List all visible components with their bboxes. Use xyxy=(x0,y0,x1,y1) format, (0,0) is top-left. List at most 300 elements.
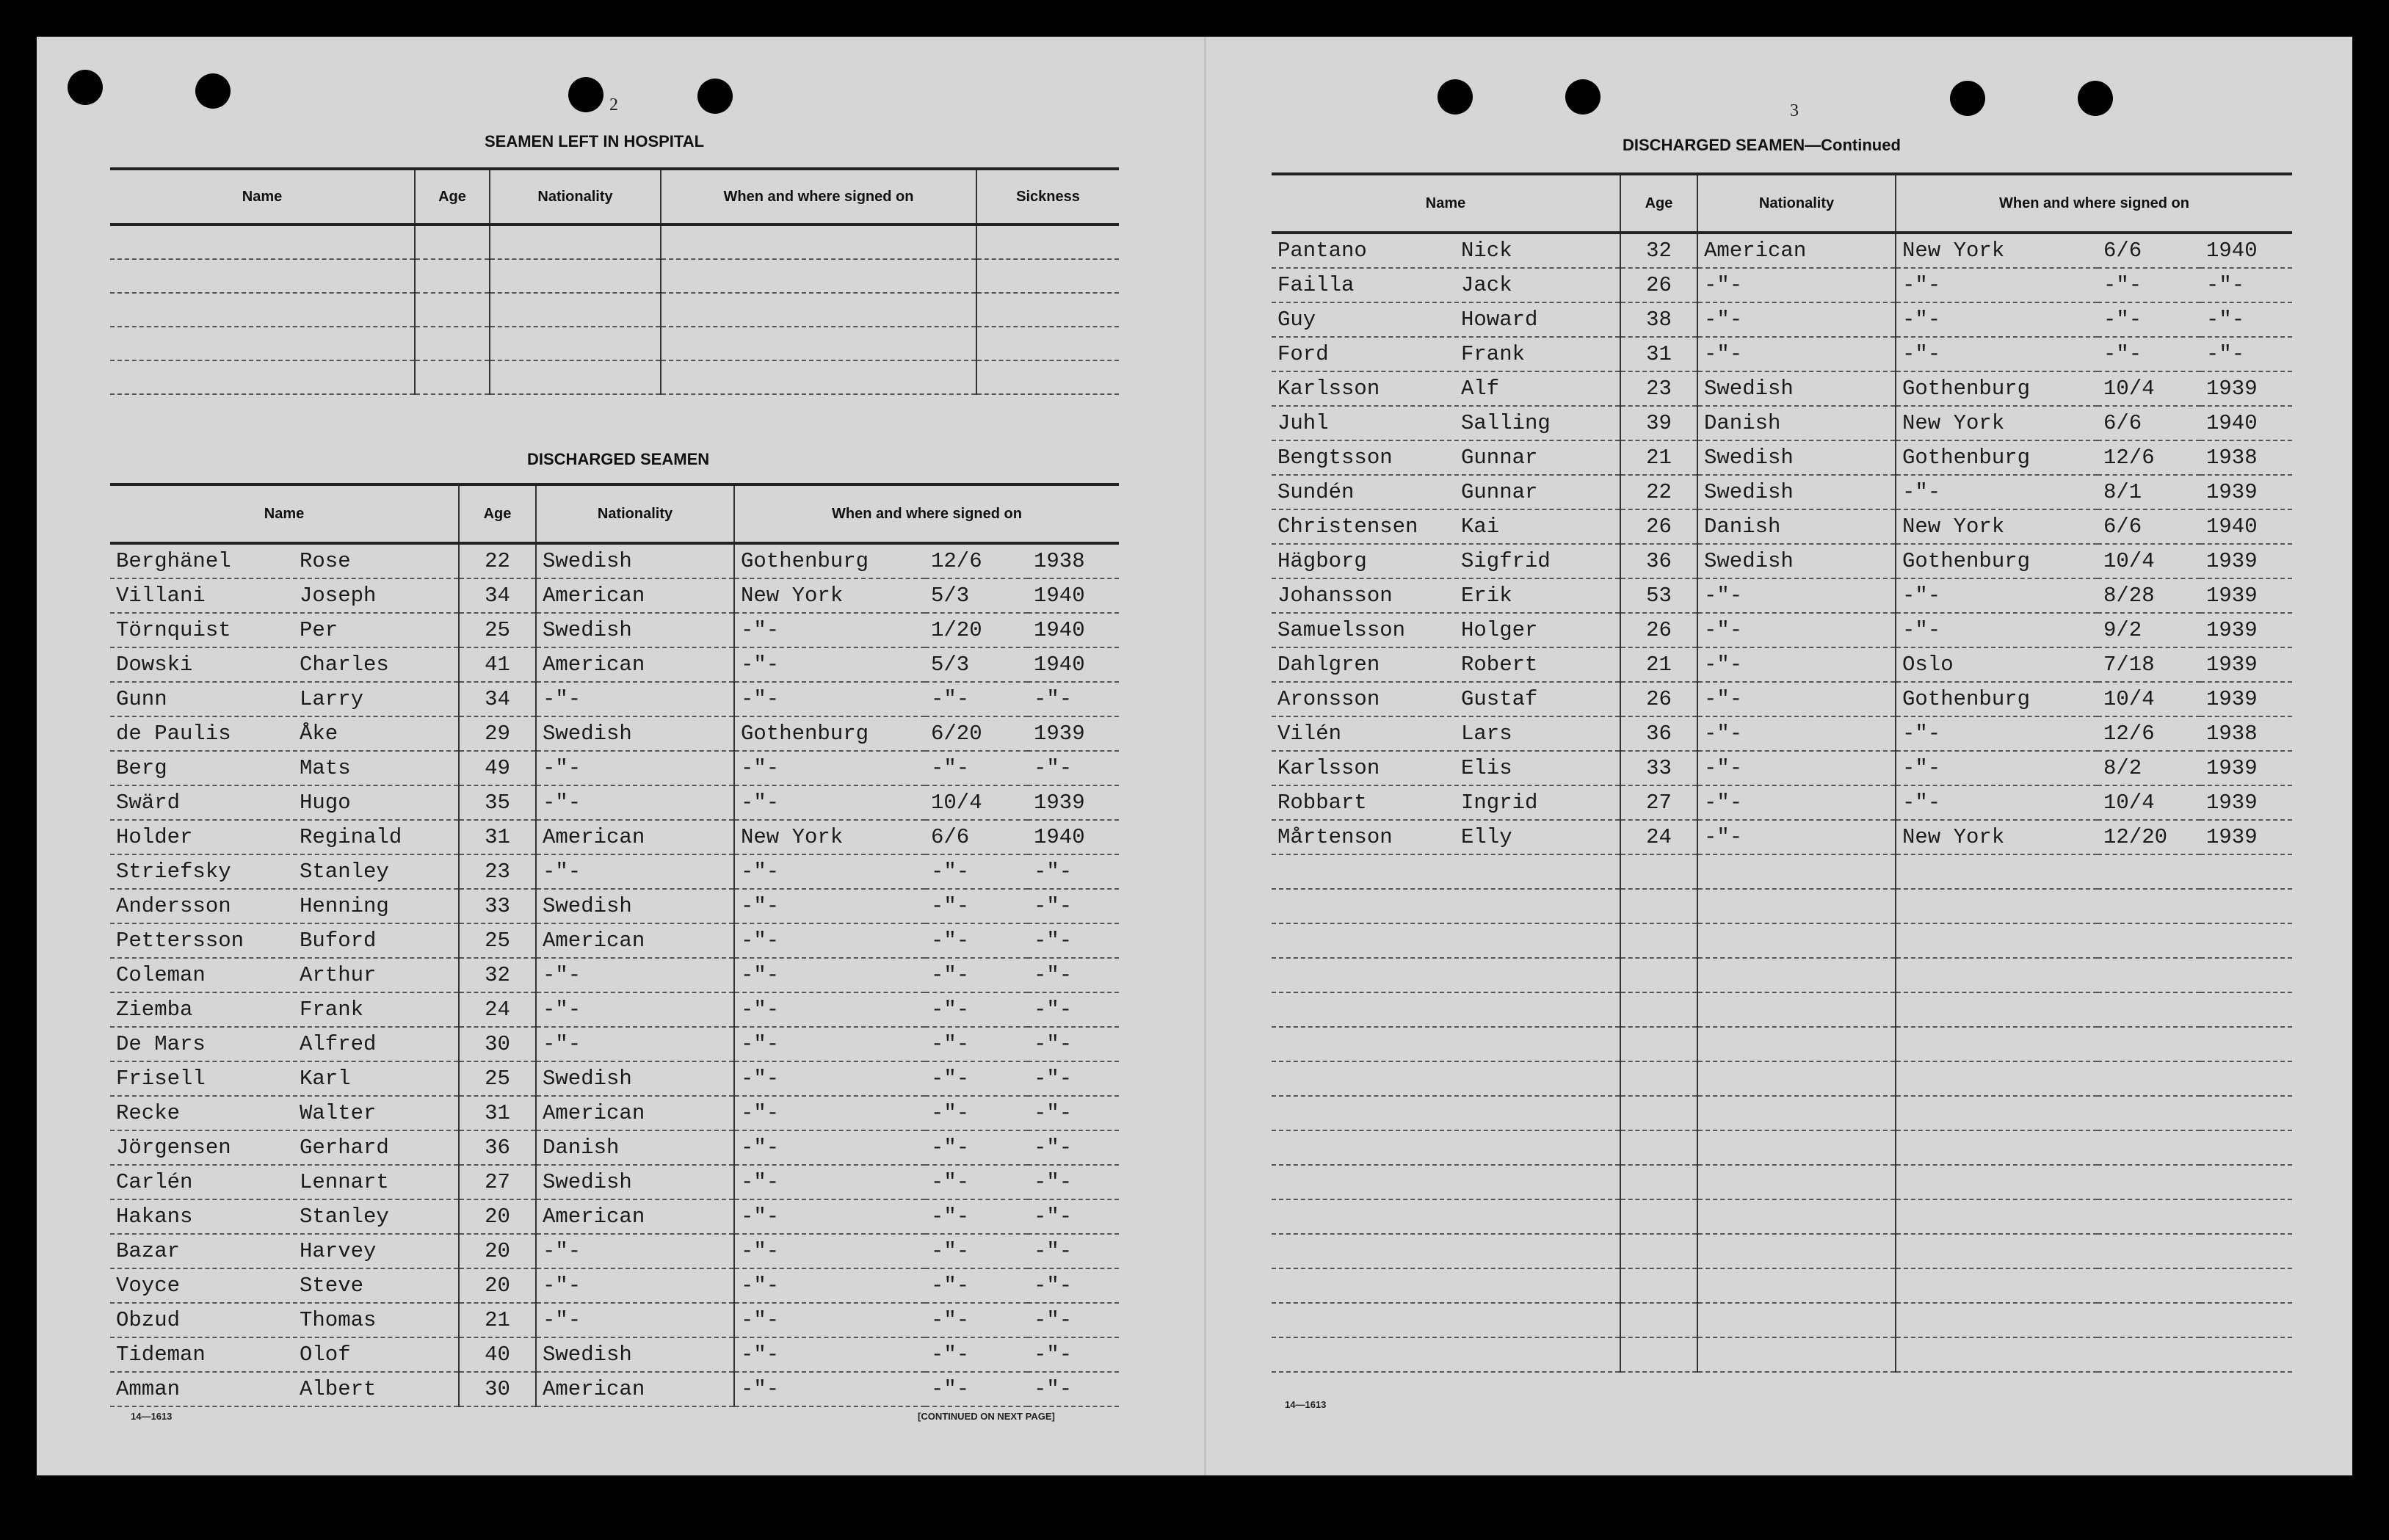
seaman-name xyxy=(110,958,459,992)
punch-hole xyxy=(1565,79,1600,115)
first-name: Gerhard xyxy=(300,1136,389,1160)
signed-on-year: 1938 xyxy=(2200,716,2292,751)
seaman-age: 41 xyxy=(459,647,536,682)
signed-on-year: 1940 xyxy=(1028,613,1119,647)
seaman-age: 22 xyxy=(459,543,536,578)
discharged-header-name: Name xyxy=(110,484,459,543)
seaman-nationality: Swedish xyxy=(536,1165,734,1199)
signed-on-place: New York xyxy=(1896,233,2098,268)
first-name: Stanley xyxy=(300,860,389,884)
first-name: Holger xyxy=(1461,618,1538,642)
seaman-nationality: Danish xyxy=(536,1130,734,1165)
signed-on-date xyxy=(2098,923,2200,958)
signed-on-place: -"- xyxy=(734,1165,925,1199)
signed-on-year: -"- xyxy=(1028,682,1119,716)
last-name: Frisell xyxy=(116,1067,206,1091)
signed-on-year: -"- xyxy=(1028,1234,1119,1268)
seaman-name xyxy=(1272,1130,1620,1165)
table-row xyxy=(1272,923,2292,958)
seaman-name xyxy=(110,1372,459,1406)
signed-on-place: Gothenburg xyxy=(1896,371,2098,406)
signed-on-year: -"- xyxy=(1028,1130,1119,1165)
seaman-name xyxy=(110,543,459,578)
seaman-age: 25 xyxy=(459,613,536,647)
hospital-header-name: Name xyxy=(110,169,415,225)
signed-on-date: -"- xyxy=(925,1027,1028,1061)
signed-on-place: -"- xyxy=(734,1061,925,1096)
signed-on-year: -"- xyxy=(1028,992,1119,1027)
signed-on-place: -"- xyxy=(734,1096,925,1130)
signed-on-year: -"- xyxy=(1028,854,1119,889)
signed-on-place: Gothenburg xyxy=(1896,440,2098,475)
seaman-name xyxy=(110,1303,459,1337)
seaman-age xyxy=(1620,1061,1697,1096)
table-row xyxy=(1272,371,2292,406)
table-row xyxy=(1272,1268,2292,1303)
signed-on-year xyxy=(2200,1199,2292,1234)
last-name: Ford xyxy=(1277,342,1329,366)
seaman-age xyxy=(1620,923,1697,958)
discharged-continued-table xyxy=(1272,172,2292,1373)
seaman-name xyxy=(110,854,459,889)
seaman-name xyxy=(110,1199,459,1234)
table-row xyxy=(110,785,1119,820)
seaman-nationality: American xyxy=(536,647,734,682)
signed-on-date: 10/4 xyxy=(2098,371,2200,406)
last-name: Coleman xyxy=(116,963,206,987)
last-name: Sundén xyxy=(1277,480,1355,504)
table-row xyxy=(1272,716,2292,751)
last-name: Gunn xyxy=(116,687,167,711)
first-name: Elis xyxy=(1461,756,1512,780)
signed-on-date xyxy=(2098,992,2200,1027)
first-name: Charles xyxy=(300,653,389,677)
signed-on-date: 1/20 xyxy=(925,613,1028,647)
signed-on-place xyxy=(1896,1130,2098,1165)
table-row xyxy=(110,1199,1119,1234)
seaman-name xyxy=(110,992,459,1027)
discharged-header-age: Age xyxy=(459,484,536,543)
signed-on-year: 1939 xyxy=(2200,544,2292,578)
table-row xyxy=(110,1337,1119,1372)
table-row xyxy=(110,578,1119,613)
table-row xyxy=(1272,889,2292,923)
signed-on-place: -"- xyxy=(734,1337,925,1372)
last-name: Ziemba xyxy=(116,998,193,1022)
seaman-nationality: Swedish xyxy=(1697,475,1896,509)
signed-on-date: 8/28 xyxy=(2098,578,2200,613)
seaman-name xyxy=(110,1027,459,1061)
first-name: Howard xyxy=(1461,308,1538,332)
hospital-cell xyxy=(976,293,1119,327)
signed-on-date: -"- xyxy=(925,1130,1028,1165)
seaman-name xyxy=(110,785,459,820)
first-name: Olof xyxy=(300,1343,351,1367)
signed-on-place: -"- xyxy=(734,1234,925,1268)
last-name: Hägborg xyxy=(1277,549,1367,573)
table-row xyxy=(1272,1337,2292,1372)
first-name: Stanley xyxy=(300,1205,389,1229)
signed-on-place: -"- xyxy=(734,647,925,682)
first-name: Frank xyxy=(1461,342,1526,366)
signed-on-year: 1939 xyxy=(2200,820,2292,854)
seaman-nationality: Swedish xyxy=(1697,544,1896,578)
seaman-age xyxy=(1620,1268,1697,1303)
discharged-continued-title xyxy=(1623,136,1901,155)
seaman-name xyxy=(110,613,459,647)
last-name: Berg xyxy=(116,756,167,780)
table-row xyxy=(1272,1165,2292,1199)
seaman-nationality: Danish xyxy=(1697,509,1896,544)
seaman-age: 49 xyxy=(459,751,536,785)
signed-on-year: -"- xyxy=(2200,337,2292,371)
signed-on-year: 1938 xyxy=(2200,440,2292,475)
signed-on-place: -"- xyxy=(1896,716,2098,751)
signed-on-date: -"- xyxy=(925,1061,1028,1096)
table-row xyxy=(1272,1303,2292,1337)
signed-on-year xyxy=(2200,1303,2292,1337)
form-number: 14—1613 xyxy=(1285,1399,1327,1410)
signed-on-place: New York xyxy=(1896,406,2098,440)
signed-on-date: 10/4 xyxy=(925,785,1028,820)
page-number: 2 xyxy=(609,95,618,115)
table-row xyxy=(110,1268,1119,1303)
signed-on-year: 1940 xyxy=(2200,233,2292,268)
discharged-section-title: DISCHARGED SEAMEN xyxy=(527,450,710,468)
seaman-age: 22 xyxy=(1620,475,1697,509)
seaman-name xyxy=(1272,716,1620,751)
last-name: De Mars xyxy=(116,1032,206,1056)
hospital-cell xyxy=(661,293,976,327)
seaman-nationality: -"- xyxy=(1697,337,1896,371)
signed-on-year: 1939 xyxy=(2200,371,2292,406)
signed-on-date: 6/6 xyxy=(925,820,1028,854)
signed-on-date: 5/3 xyxy=(925,578,1028,613)
seaman-nationality: American xyxy=(536,578,734,613)
signed-on-place xyxy=(1896,923,2098,958)
seaman-age: 26 xyxy=(1620,509,1697,544)
signed-on-date: -"- xyxy=(925,854,1028,889)
seaman-age: 24 xyxy=(459,992,536,1027)
signed-on-date: 12/20 xyxy=(2098,820,2200,854)
signed-on-place xyxy=(1896,1303,2098,1337)
seaman-nationality xyxy=(1697,854,1896,889)
signed-on-place: -"- xyxy=(734,958,925,992)
signed-on-place xyxy=(1896,1337,2098,1372)
seaman-name xyxy=(1272,406,1620,440)
last-name: Pantano xyxy=(1277,239,1367,263)
table-row xyxy=(110,647,1119,682)
seaman-nationality: Swedish xyxy=(1697,371,1896,406)
signed-on-place: -"- xyxy=(1896,785,2098,820)
seaman-nationality: American xyxy=(536,1199,734,1234)
seaman-name xyxy=(110,1268,459,1303)
seaman-nationality: -"- xyxy=(1697,578,1896,613)
signed-on-place: -"- xyxy=(734,923,925,958)
first-name: Joseph xyxy=(300,584,377,608)
signed-on-year xyxy=(2200,854,2292,889)
signed-on-date: -"- xyxy=(925,1268,1028,1303)
signed-on-place: -"- xyxy=(1896,751,2098,785)
first-name: Albert xyxy=(300,1377,377,1401)
seaman-name xyxy=(110,751,459,785)
signed-on-year: 1939 xyxy=(1028,785,1119,820)
seaman-age: 21 xyxy=(459,1303,536,1337)
signed-on-date: 12/6 xyxy=(925,543,1028,578)
signed-on-date: -"- xyxy=(925,751,1028,785)
first-name: Jack xyxy=(1461,273,1512,297)
first-name: Harvey xyxy=(300,1239,377,1263)
signed-on-place xyxy=(1896,1199,2098,1234)
signed-on-year: 1939 xyxy=(2200,785,2292,820)
signed-on-date xyxy=(2098,854,2200,889)
seaman-age: 34 xyxy=(459,682,536,716)
signed-on-place: New York xyxy=(1896,820,2098,854)
signed-on-place: -"- xyxy=(734,1303,925,1337)
last-name: Pettersson xyxy=(116,929,244,953)
signed-on-year xyxy=(2200,1337,2292,1372)
seaman-name xyxy=(1272,440,1620,475)
signed-on-date: -"- xyxy=(925,992,1028,1027)
table-row xyxy=(110,1130,1119,1165)
signed-on-year: 1940 xyxy=(1028,647,1119,682)
seaman-name xyxy=(1272,647,1620,682)
hospital-cell xyxy=(976,327,1119,360)
signed-on-date: 10/4 xyxy=(2098,785,2200,820)
seaman-nationality: -"- xyxy=(1697,682,1896,716)
table-row xyxy=(1272,302,2292,337)
signed-on-date: -"- xyxy=(925,682,1028,716)
signed-on-year: 1940 xyxy=(1028,578,1119,613)
seaman-nationality: -"- xyxy=(1697,302,1896,337)
seaman-age: 31 xyxy=(459,1096,536,1130)
table-row xyxy=(1272,1096,2292,1130)
seaman-age: 38 xyxy=(1620,302,1697,337)
seaman-nationality: Swedish xyxy=(536,1061,734,1096)
table-row xyxy=(110,225,1119,259)
hospital-header-sickness: Sickness xyxy=(976,169,1119,225)
last-name: Villani xyxy=(116,584,206,608)
signed-on-date: -"- xyxy=(925,923,1028,958)
seaman-nationality: -"- xyxy=(536,682,734,716)
last-name: Carlén xyxy=(116,1170,193,1194)
seaman-age xyxy=(1620,1165,1697,1199)
signed-on-place: -"- xyxy=(734,1027,925,1061)
seaman-nationality: Swedish xyxy=(536,613,734,647)
form-number: 14—1613 xyxy=(131,1411,173,1422)
last-name: Tideman xyxy=(116,1343,206,1367)
hospital-header-row xyxy=(110,169,1119,225)
signed-on-date xyxy=(2098,1096,2200,1130)
hospital-table xyxy=(110,167,1119,395)
seaman-age: 31 xyxy=(1620,337,1697,371)
seaman-nationality: -"- xyxy=(1697,820,1896,854)
table-row xyxy=(110,1061,1119,1096)
seaman-name xyxy=(1272,1027,1620,1061)
seaman-age: 20 xyxy=(459,1199,536,1234)
signed-on-place: Gothenburg xyxy=(734,716,925,751)
hospital-cell xyxy=(415,327,490,360)
signed-on-date xyxy=(2098,1165,2200,1199)
seaman-age: 31 xyxy=(459,820,536,854)
seaman-age: 33 xyxy=(1620,751,1697,785)
hospital-header-age: Age xyxy=(415,169,490,225)
first-name: Nick xyxy=(1461,239,1512,263)
signed-on-date: 8/2 xyxy=(2098,751,2200,785)
table-row xyxy=(1272,854,2292,889)
signed-on-year: -"- xyxy=(1028,751,1119,785)
seaman-age: 36 xyxy=(1620,716,1697,751)
table-row xyxy=(110,1027,1119,1061)
seaman-name xyxy=(1272,1234,1620,1268)
signed-on-date xyxy=(2098,1268,2200,1303)
seaman-name xyxy=(110,1130,459,1165)
signed-on-year: 1939 xyxy=(2200,682,2292,716)
table-row xyxy=(110,613,1119,647)
signed-on-date: 6/20 xyxy=(925,716,1028,751)
seaman-nationality xyxy=(1697,1061,1896,1096)
seaman-nationality: -"- xyxy=(536,785,734,820)
discharged-header-signed-on: When and where signed on xyxy=(734,484,1119,543)
seaman-age: 32 xyxy=(459,958,536,992)
seaman-name xyxy=(1272,1165,1620,1199)
signed-on-year: -"- xyxy=(1028,889,1119,923)
last-name: de Paulis xyxy=(116,722,231,746)
seaman-name xyxy=(1272,371,1620,406)
last-name: Bazar xyxy=(116,1239,181,1263)
table-row xyxy=(1272,613,2292,647)
seaman-name xyxy=(110,682,459,716)
seaman-nationality xyxy=(1697,923,1896,958)
last-name: Robbart xyxy=(1277,791,1367,815)
seaman-age: 26 xyxy=(1620,268,1697,302)
first-name: Gunnar xyxy=(1461,480,1538,504)
signed-on-date: 12/6 xyxy=(2098,716,2200,751)
signed-on-place xyxy=(1896,992,2098,1027)
signed-on-place xyxy=(1896,889,2098,923)
hospital-cell xyxy=(490,259,661,293)
signed-on-place xyxy=(1896,1027,2098,1061)
first-name: Karl xyxy=(300,1067,351,1091)
table-row xyxy=(110,751,1119,785)
seaman-age xyxy=(1620,1337,1697,1372)
signed-on-place xyxy=(1896,1234,2098,1268)
seaman-age: 21 xyxy=(1620,440,1697,475)
discharged-continued-main: DISCHARGED SEAMEN xyxy=(1623,136,1805,154)
seaman-age: 40 xyxy=(459,1337,536,1372)
signed-on-place: -"- xyxy=(1896,268,2098,302)
hospital-cell xyxy=(661,259,976,293)
first-name: Walter xyxy=(300,1101,377,1125)
signed-on-place xyxy=(1896,1268,2098,1303)
table-row xyxy=(1272,578,2292,613)
seaman-nationality: -"- xyxy=(1697,613,1896,647)
hospital-cell xyxy=(490,327,661,360)
table-row xyxy=(1272,440,2292,475)
signed-on-year: 1939 xyxy=(2200,647,2292,682)
seaman-nationality xyxy=(1697,1165,1896,1199)
seaman-age xyxy=(1620,1234,1697,1268)
signed-on-date xyxy=(2098,1234,2200,1268)
signed-on-place: -"- xyxy=(734,751,925,785)
seaman-age: 30 xyxy=(459,1027,536,1061)
signed-on-place xyxy=(1896,854,2098,889)
signed-on-place: -"- xyxy=(1896,302,2098,337)
seaman-name xyxy=(1272,1303,1620,1337)
seaman-nationality: -"- xyxy=(1697,751,1896,785)
signed-on-place: -"- xyxy=(734,1268,925,1303)
signed-on-year: -"- xyxy=(1028,958,1119,992)
signed-on-year: 1939 xyxy=(2200,578,2292,613)
last-name: Dowski xyxy=(116,653,193,677)
seaman-nationality: Swedish xyxy=(536,1337,734,1372)
first-name: Thomas xyxy=(300,1308,377,1332)
first-name: Arthur xyxy=(300,963,377,987)
signed-on-date: -"- xyxy=(925,1096,1028,1130)
hospital-cell xyxy=(110,293,415,327)
seaman-name xyxy=(110,1165,459,1199)
first-name: Elly xyxy=(1461,825,1512,849)
seaman-name xyxy=(1272,1061,1620,1096)
signed-on-place: -"- xyxy=(1896,613,2098,647)
signed-on-year xyxy=(2200,1096,2292,1130)
signed-on-year: 1939 xyxy=(1028,716,1119,751)
signed-on-year: 1940 xyxy=(2200,406,2292,440)
table-row xyxy=(1272,406,2292,440)
seaman-name xyxy=(1272,475,1620,509)
signed-on-place: -"- xyxy=(734,785,925,820)
table-row xyxy=(110,1372,1119,1406)
first-name: Salling xyxy=(1461,411,1551,435)
continued-note: [CONTINUED ON NEXT PAGE] xyxy=(918,1411,1055,1422)
signed-on-year: 1939 xyxy=(2200,475,2292,509)
signed-on-place: -"- xyxy=(1896,337,2098,371)
seaman-name xyxy=(110,578,459,613)
seaman-name xyxy=(110,1234,459,1268)
first-name: Lennart xyxy=(300,1170,389,1194)
last-name: Voyce xyxy=(116,1274,181,1298)
hospital-cell xyxy=(661,225,976,259)
seaman-age xyxy=(1620,1199,1697,1234)
signed-on-year: -"- xyxy=(1028,1337,1119,1372)
seaman-name xyxy=(1272,302,1620,337)
signed-on-date xyxy=(2098,889,2200,923)
signed-on-date xyxy=(2098,1130,2200,1165)
table-row xyxy=(1272,337,2292,371)
table-row xyxy=(1272,1130,2292,1165)
seaman-age: 34 xyxy=(459,578,536,613)
first-name: Frank xyxy=(300,998,364,1022)
seaman-nationality: -"- xyxy=(1697,647,1896,682)
seaman-age xyxy=(1620,992,1697,1027)
signed-on-date: 6/6 xyxy=(2098,406,2200,440)
seaman-nationality: American xyxy=(1697,233,1896,268)
seaman-age: 36 xyxy=(459,1130,536,1165)
signed-on-date: 10/4 xyxy=(2098,544,2200,578)
seaman-age xyxy=(1620,889,1697,923)
seaman-age xyxy=(1620,958,1697,992)
seaman-name xyxy=(1272,1199,1620,1234)
last-name: Jörgensen xyxy=(116,1136,231,1160)
last-name: Andersson xyxy=(116,894,231,918)
seaman-nationality: American xyxy=(536,923,734,958)
signed-on-date xyxy=(2098,1337,2200,1372)
hospital-cell xyxy=(415,360,490,394)
punch-hole xyxy=(2078,81,2113,116)
table-row xyxy=(1272,1199,2292,1234)
seaman-name xyxy=(110,889,459,923)
table-row xyxy=(110,293,1119,327)
